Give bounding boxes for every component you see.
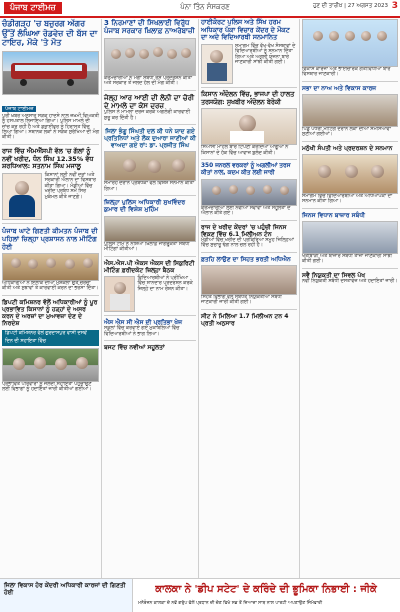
column4-text-2: ਪਿੰਡ ਪੱਧਰੀ ਮੀਟਿੰਗ ਦੌਰਾਨ ਲੋਕਾਂ ਦੀਆਂ ਸਮੱਸਿਆਵਾਂ ਸੁਣੀਆਂ ਗਈਆਂ। — [302, 127, 391, 138]
headline-workers: 350 ਜਨਰਲ ਵਰਕਰਾਂ ਨੂੰ ਅਗਲੀਆਂ ਤਰਸ ਕੀਤਾਂ ਨਾਲ, ਕਦਮ ਕੀਤ ਲਈ ਜਾਰੀ — [201, 162, 291, 176]
headline-talent: ਐਸ ਐਸ ਸੀ ਐਸ ਦੀ ਪ੍ਰਤਿਭਾ ਖੋਜ — [104, 319, 183, 327]
date-line: ਹੁਣ ਦੀ ਤਾਰੀਖ਼ | 27 ਅਗਸਤ 2023 — [313, 3, 388, 9]
workers-text: ਕਰਮਚਾਰੀਆਂ ਲਈ ਨਵੀਆਂ ਸੇਵਾਵਾਂ ਅਤੇ ਸਹੂਲਤਾਂ ਦੇ ਐਲਾਨ ਕੀਤੇ ਗਏ। — [201, 205, 291, 217]
headline-column4-3: ਜਿਨਸ ਵਿਧਾਨ ਬਾਜ਼ਾਰ ਸਬੰਧੀ — [302, 211, 365, 219]
headline-column4-1: ਸਭਾ ਦਾ ਨਾਅ ਅਤੇ ਵਿਕਾਸ ਕਾਰਜ — [302, 84, 377, 92]
headline-record: ਸੀਟ ਨੇ ਮਿਲਿਆ 1.7 ਮਿਲੀਅਨ ਟਨ 4 ਪ੍ਰਤੀ ਅਨੁਸਾਰ — [201, 312, 289, 328]
column-3 — [201, 19, 297, 579]
msp-text: ਕਿਸਾਨਾਂ ਲਈ ਨਵੀਂ ਦਰਾਂ ਅਤੇ ਸਰਕਾਰੀ ਐਲਾਨ ਦਾ ਵਿਸਥਾਰ ਕੀਤਾ ਗਿਆ। ਮੰਡੀਆਂ ਵਿੱਚ ਖਰੀਦ ਪ੍ਰਬੰਧ ਸਮੇਂ ਸਿਰ ਮੁਕੰਮਲ ਕੀਤੇ ਜਾਣਗੇ। — [44, 172, 96, 200]
masthead — [0, 0, 400, 18]
column4-text-5: ਨਵੀਂ ਨਿਯੁਕਤੀ ਸਬੰਧੀ ਦਸਤਾਵੇਜ਼ ਅਤੇ ਹਦਾਇਤਾਂ ਜਾਰੀ। — [302, 279, 398, 284]
headline-highcourt: ਹਾਈਕੋਰਟ ਪੁਲਿਸ ਅਤੇ ਸਿੱਖ ਹਰਮ ਅਧਿਕਾਰ ਪੱਕਾ ਵਿਚਾਰ ਕੇਂਦਰ ਦੇ ਮੌਕਟ ਦਾ ਅਦੇ ਵਿਦਿਆਰਥੀ ਸਨਮਾਨਿਤ — [201, 18, 290, 42]
column4-top-photo — [302, 19, 398, 67]
headline-msp: ਰਾਜ ਵਿੱਚ ਐਮਐੱਸਪੀ ਵੱਲ 'ਚ ਗੱਲਾਂ ਨੂੰ ਨਵੀਂ ਖਰੀਦ, ਧੰਨ ਸਿੰਘ 12.35% ਵੱਧ ਸ਼ਰਧਿਆਲ: ਸਤਨਾਮ ਸਿੰਘ ਮਜਾਲੂ — [2, 146, 94, 171]
headline-compensation: ਡਿਪਟੀ ਕਮਿਸ਼ਨਰ ਵੱਲੋਂ ਅਧਿਕਾਰੀਆਂ ਨੂੰ ਪੂਰ ਪ੍ਰਭਾਵਿਤ ਕਿਸਾਨਾਂ ਨੂੰ ਹੜ੍ਹਾਂ ਦੇ ਅਸਰ ਕਰਨ ਦੇ ਅਰਜ਼ਾਂ ਦਾ ਮੁਆਵਜ਼ਾ ਦੇਣ ਦੇ ਨਿਰਦੇਸ਼ — [2, 298, 98, 328]
article-text: ਪੂਰੀ ਖ਼ਬਰ ਅਨੁਸਾਰ ਸੜਕ ਹਾਦਸੇ ਨਾਲ ਜ਼ਖ਼ਮੀ ਵਿਅਕਤੀ ਨੂੰ ਹਸਪਤਾਲ ਲਿਜਾਇਆ ਗਿਆ। ਪੁਲਿਸ ਮਾਮਲੇ ਦੀ ਜਾਂਚ ਕਰ ਰਹੀ ਹੈ ਅਤੇ ਡਰਾਈਵਰ ਨੂੰ ਹਿਰਾਸਤ ਵਿੱਚ ਲਿਆ ਗਿਆ। ਸਥਾਨਕ ਲੋਕਾਂ ਨੇ ਸੜਕ ਸੁਰੱਖਿਆ ਦੀ ਮੰਗ ਕੀਤੀ। — [2, 113, 100, 141]
column4-text-1: ਵਿਕਾਸ ਕਾਰਜਾਂ ਅਤੇ ਭਾਈਚਾਰਕ ਗਤੀਵਿਧੀਆਂ ਬਾਰੇ ਵਿਸਥਾਰ ਜਾਣਕਾਰੀ। — [302, 67, 391, 78]
speaker-photo — [2, 173, 42, 220]
event-text: ਸਮਾਰੋਹ ਦੌਰਾਨ ਪ੍ਰਬੰਧਕਾਂ ਵੱਲੋਂ ਵਿਸ਼ੇਸ਼ ਸਨਮਾਨ ਕੀਤਾ ਗਿਆ। — [104, 181, 195, 192]
police-photo — [104, 216, 196, 242]
bjp-text: ਸਿਆਸੀ ਮਾਹੌਲ ਬਾਰੇ ਟਿੱਪਣੀ ਕਰਦਿਆਂ ਆਗੂਆਂ ਨੇ ਕਿਸਾਨਾਂ ਦੇ ਹੱਕ ਵਿੱਚ ਆਵਾਜ਼ ਬੁਲੰਦ ਕੀਤੀ। — [201, 145, 289, 156]
theft-text: ਪੁਲਿਸ ਨੇ ਮਾਮਲਾ ਦਰਜ ਕਰਕੇ ਅਗਲੇਰੀ ਕਾਰਵਾਈ ਸ਼ੁਰੂ ਕਰ ਦਿੱਤੀ ਹੈ। — [104, 110, 190, 121]
bus-photo — [2, 51, 99, 95]
headline-health: ਫ਼ਤਹਿ ਲਾਉਣ ਦਾ ਸਿਹਤ ਭਰਤੀ ਅਧਿਐਨ — [201, 255, 291, 263]
column4-photo-4 — [302, 221, 398, 254]
meeting-text: ਅਧਿਕਾਰੀਆਂ ਨੇ ਇਲਾਕੇ ਦੀਆਂ ਮੁਸ਼ਕਲਾਂ ਉਤੇ ਚਰਚਾ ਕੀਤੀ ਅਤੇ ਸੁਝਾਵਾਂ ਤੇ ਕਾਰਵਾਈ ਕਰਨ ਦਾ ਭਰੋਸਾ ਦਿੱਤਾ। — [2, 280, 99, 292]
headline-meeting: ਪੰਜਾਬ ਘਾਟੇ ਗਿਣਤੀ ਕੀਮਤਨ ਪੰਜਾਬ ਦੀ ਪਹਿਲਾਂ ਜ਼ਿਲ੍ਹਾ ਪ੍ਰਸ਼ਾਸਨ ਨਾਲ ਮੀਟਿੰਗ ਹੋਈ — [2, 226, 98, 251]
politician-photo — [201, 108, 297, 145]
section-badge: ਪੰਜਾਬ ਟਾਈਮਜ਼ — [4, 2, 62, 14]
region-tag: ਪੰਜਾਬ ਟਾਈਮਜ਼ — [2, 106, 36, 112]
headline-theft: ਜੇਲ੍ਹ ਆਰ ਆਈ ਦੀ ਲੋਨੀ ਦਾ ਚੋਰੀ ਦੇ ਮਾਮਲੇ ਦਾ ਕੇਸ ਦਰਜ਼ — [104, 93, 195, 110]
headline-protest: 3 ਨਿਰਮਾਣਾਂ ਦੀ ਸਿਖਲਾਈ ਵਿਰੁੱਧ ਪੰਜਾਬ ਸਰਕਾਰ ਖ਼ਿਲਾਫ਼ ਨਾਅਰੇਬਾਜ਼ੀ — [104, 19, 195, 36]
headline-bus-accident: ਚੰਡੀਗੜ੍ਹ 'ਚ ਬਜ਼ੁਰਗ ਅੱਗਰ ਉੱਤੋਂ ਲੰਘਿਆ ਰੋਡਵੇਜ਼ ਦੀ ਬੱਸ ਦਾ ਟਾਇਰ, ਮੌਕੇ 'ਤੇ ਮੌਤ — [2, 19, 98, 48]
flood-photo — [2, 348, 99, 382]
column4-text-3: ਸਮਾਗਮ ਵਿੱਚ ਵਿਦਿਆਰਥੀਆਂ ਅਤੇ ਅਧਿਆਪਕਾਂ ਦਾ ਸਨਮਾਨ ਕੀਤਾ ਗਿਆ। — [302, 194, 393, 205]
column4-text-4: ਖੇਤੀਬਾੜੀ ਅਤੇ ਬਾਜ਼ਾਰ ਸਬੰਧੀ ਤਾਜ਼ਾ ਜਾਣਕਾਰੀ ਸਾਂਝੀ ਕੀਤੀ ਗਈ। — [302, 254, 392, 265]
headline-budget: ਬਜਟ ਵਿੱਚ ਨਵੀਆਂ ਸਹੂਲਤਾਂ — [104, 344, 165, 352]
bottom-banner — [0, 578, 400, 612]
health-photo — [201, 265, 297, 295]
headline-security-meeting: ਐਸ.ਐਸ.ਪੀ ਐਕਸ ਐਕਸ ਦੀ ਸਿਕੁਰਿਟੀ ਮੀਟਿੰਗ ਫ਼ਰੀਦਕੋਟ ਜ਼ਿਲ੍ਹਾ ਬੈਠਕ — [104, 259, 195, 274]
student-text: ਵਿਦਿਆਰਥੀਆਂ ਨੇ ਪ੍ਰੀਖਿਆ ਵਿੱਚ ਸ਼ਾਨਦਾਰ ਪ੍ਰਦਰਸ਼ਨ ਕਰਕੇ ਜ਼ਿਲ੍ਹੇ ਦਾ ਨਾਮ ਰੌਸ਼ਨ ਕੀਤਾ। — [137, 276, 193, 292]
bottom-note: ਮਨੋਰੰਜਨ ਕਾਲਕਾ ਦੇ ਨਵੇਂ ਗਰੁੱਪ ਵੱਲੋਂ ਪ੍ਰਧਾਨ ਦੀ ਚੋਣ ਵਿਖੇ ਸਭ ਤੋਂ ਜ਼ਿਆਦਾ ਸਾਥ ਨਾਲ ਪਾਰਟੀ ਅਪਣਾਉਣ ਜਿੰਮੇਵਾਰੀ — [138, 601, 323, 606]
protest-photo — [104, 38, 196, 76]
procurement-text: ਮੰਡੀਆਂ ਵਿੱਚ ਖਰੀਦ ਦੀ ਪ੍ਰਕਿਰਿਆ ਸਮੂਹ ਜ਼ਿਲ੍ਹਿਆਂ ਵਿੱਚ ਸੁਚਾਰੂ ਢੰਗ ਨਾਲ ਚਲ ਰਹੀ ਹੈ। — [201, 238, 294, 249]
talent-text: ਸਕੂਲਾਂ ਵਿੱਚ ਕਰਵਾਏ ਗਏ ਮੁਕਾਬਲਿਆਂ ਵਿੱਚ ਵਿਦਿਆਰਥੀਆਂ ਨੇ ਭਾਗ ਲਿਆ। — [104, 326, 180, 337]
event-photo — [104, 151, 196, 181]
column-1 — [2, 19, 99, 579]
workers-photo — [201, 179, 297, 206]
meeting-photo — [2, 253, 99, 281]
column-4 — [302, 19, 398, 579]
headline-column4-4: ਸਵੈ ਨਿਯੁਕਤੀ ਦਾ ਸਿਵਲ ਪੱਖ — [302, 271, 366, 279]
compensation-text: ਪ੍ਰਭਾਵਿਤ ਪਰਿਵਾਰਾਂ ਨੂੰ ਜਲਦੀ ਸਹਾਇਤਾ ਪਹੁੰਚਾਉਣ ਲਈ ਵਿਭਾਗਾਂ ਨੂੰ ਹਦਾਇਤਾਂ ਜਾਰੀ ਕੀਤੀਆਂ ਗਈਆਂ। — [2, 381, 92, 392]
protest-text: ਕਰਮਚਾਰੀਆਂ ਨੇ ਮੰਗਾਂ ਸਬੰਧੀ ਰੋਸ ਪ੍ਰਦਰਸ਼ਨ ਕੀਤਾ ਅਤੇ ਸਰਕਾਰ ਤੋਂ ਜਲਦ ਹੱਲ ਦੀ ਮੰਗ ਕੀਤੀ। — [104, 75, 193, 87]
student-photo — [104, 276, 135, 312]
column4-photo-2 — [302, 94, 398, 127]
highcourt-text: ਸਮਾਗਮ ਵਿੱਚ ਵੱਖ-ਵੱਖ ਸੰਸਥਾਵਾਂ ਦੇ ਵਿਦਿਆਰਥੀਆਂ ਨੂੰ ਸਨਮਾਨ ਦਿੱਤਾ ਗਿਆ ਅਤੇ ਅਗਲੀ ਯੋਜਨਾ ਬਾਰੇ ਜਾਣਕਾਰੀ ਸਾਂਝੀ ਕੀਤੀ ਗਈ। — [235, 44, 296, 66]
highcourt-photo — [201, 44, 233, 84]
headline-column4-2: ਮਨੁੱਖੀ ਸੰਪਤੀ ਅਤੇ ਪ੍ਰਦਰਸ਼ਨ ਦੇ ਸਨਮਾਨ — [302, 144, 393, 152]
headline-procurement: ਰਾਜ ਦੇ ਖਰੀਦ ਕੇਂਦਰਾਂ 'ਚ ਪਹੁੰਚੀ ਜਿਨਸ ਵਿਕਣ ਵਿੱਚ 6.1 ਮਿਲੀਅਨ ਟੰਨ — [201, 223, 287, 238]
page-number: 3 — [391, 1, 398, 11]
health-text: ਸਿਹਤ ਵਿਭਾਗ ਵੱਲੋਂ ਸੰਬੰਧਤ ਨਿਯੁਕਤੀਆਂ ਸਬੰਧੀ ਜਾਣਕਾਰੀ ਜਾਰੀ ਕੀਤੀ ਗਈ। — [201, 295, 282, 306]
headline-bjp: ਕਿਸਾਨ ਅੰਦੋਲਨ ਵਿੱਚ, ਭਾਜਪਾ ਦੀ ਹਾਲਤ ਤਰਸਯੋਗ: ਸੁਖਬੀਰ ਅੰਦੋਲਨ ਬੇਰੋਕੀ — [201, 91, 295, 106]
quote-text: ਜਿਲਾ ਭੰਗੂ ਸਿੰਘਤੀ ਦਲ ਕੀ ਧਨੇ ਯਾਦ ਗਏ ਪ੍ਰਤਿਨਿਧਾਂ ਅਤੇ ਲੋਕ ਦੁਆਰਾ ਜਾਣੀਆਂ ਕੀ ਵਾਅਦਾ ਗਏ ਰਾਂ: ਡਾ. ਪ੍ਰਜੀਤ ਸਿੰਘ — [104, 128, 196, 150]
bottom-left-panel — [0, 579, 133, 612]
headline-police-campaign: ਜ਼ਿਲ੍ਹਾ ਪੁਲਿਸ ਅਧਿਕਾਰੀ ਸੁਖਵਿੰਦਰ ਕੁਮਾਰ ਦੀ ਵਿਸ਼ੇਸ਼ ਮੁਹਿੰਮ — [104, 199, 186, 214]
info-ribbon: ਡਿਪਟੀ ਕਮਿਸ਼ਨਰ ਵੱਲੋਂ ਗੁਰਦਾਸਪੁਰ ਵਾਸੀ ਦਸਵੇਂ ਦਿਨ ਦੀ ਸਹਾਇਤਾ ਵਿੱਚ — [2, 330, 99, 346]
bottom-left-text: ਜਿਲਾ ਵਿਕਾਸ ਹੋਰ ਕੇਂਦਰੀ ਅਧਿਕਾਰੀ ਕਾਰਜਾਂ ਦੀ ਗਿਣਤੀ ਹੋਈ — [4, 582, 126, 597]
edition-label: ਪੰਨਾ ਤਿੰਨ ਸੰਸਕਰਣ — [180, 3, 230, 11]
police-text: ਪੁਲਿਸ ਟੀਮ ਨੇ ਨਸ਼ਿਆਂ ਖ਼ਿਲਾਫ਼ ਜਾਗਰੂਕਤਾ ਸਬੰਧੀ ਮੀਟਿੰਗਾਂ ਕੀਤੀਆਂ। — [104, 241, 190, 253]
column-2 — [104, 19, 196, 579]
column4-photo-3 — [302, 154, 398, 194]
main-bottom-headline: ਕਾਲਕਾ ਨੇ 'ਡੀਪ ਸਟੇਟ' ਦੇ ਕਰਿੰਦੇ ਦੀ ਭੂਮਿਕਾ ਨਿਭਾਈ : ਜੀਕੇ — [155, 584, 377, 595]
